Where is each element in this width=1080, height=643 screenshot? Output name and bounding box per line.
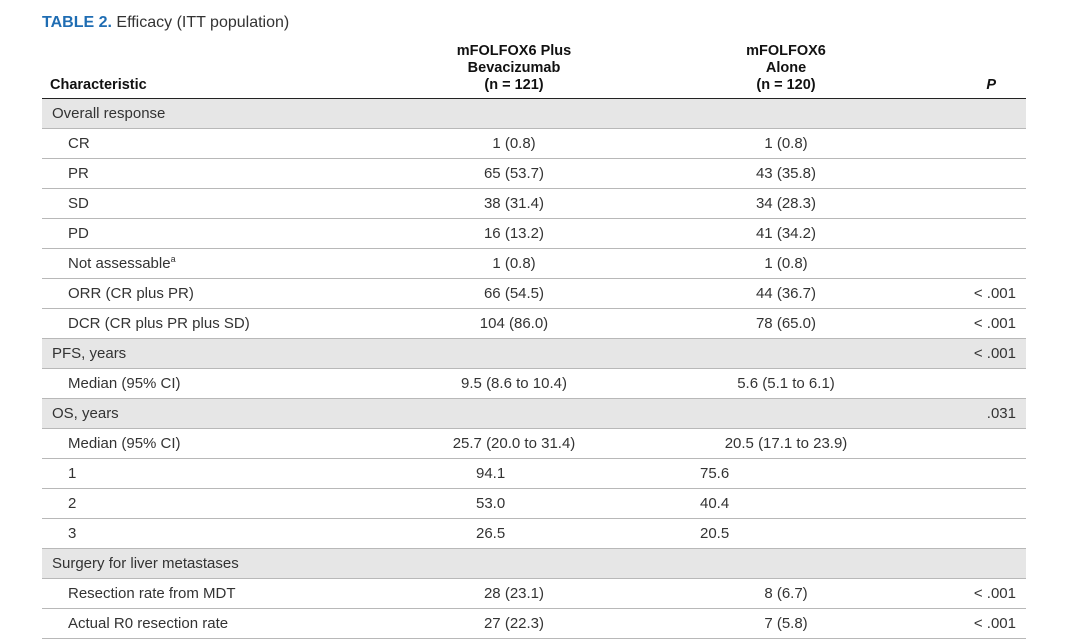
arm1-value xyxy=(380,339,648,369)
table-row xyxy=(42,369,1026,399)
arm2-value-text: 41 (34.2) xyxy=(755,225,817,242)
row-label xyxy=(42,189,380,219)
arm2-value-text: 1 (0.8) xyxy=(764,135,808,152)
row-label-text: Overall response xyxy=(52,105,166,122)
arm1-value xyxy=(380,159,648,189)
row-label xyxy=(42,279,380,309)
header-arm2-line2: Alone xyxy=(765,60,807,76)
row-label xyxy=(42,369,380,399)
arm2-value xyxy=(648,519,924,549)
row-label xyxy=(42,399,380,429)
header-arm1 xyxy=(380,38,648,99)
p-value xyxy=(924,519,1026,549)
row-label-text: 3 xyxy=(68,525,77,542)
p-value xyxy=(924,339,1026,369)
row-label-text: PFS, years xyxy=(52,345,127,362)
arm2-value-text: 8 (6.7) xyxy=(764,585,808,602)
arm1-value-text: 16 (13.2) xyxy=(483,225,545,242)
arm2-value xyxy=(648,189,924,219)
p-value xyxy=(924,549,1026,579)
table-header xyxy=(42,38,1026,99)
table-row xyxy=(42,489,1026,519)
arm1-value xyxy=(380,129,648,159)
row-label-text: 2 xyxy=(68,495,77,512)
header-arm1-line3: (n = 121) xyxy=(484,77,544,93)
p-value-text: < .001 xyxy=(973,315,1016,332)
row-label xyxy=(42,429,380,459)
p-value-text: < .001 xyxy=(973,615,1016,632)
row-label xyxy=(42,219,380,249)
header-arm1-line1: mFOLFOX6 Plus xyxy=(456,43,572,59)
arm2-value xyxy=(648,399,924,429)
arm1-value-text: 104 (86.0) xyxy=(479,315,549,332)
section-row xyxy=(42,339,1026,369)
header-arm2-line3: (n = 120) xyxy=(756,77,816,93)
p-value xyxy=(924,129,1026,159)
footnote-marker: a xyxy=(170,254,176,264)
arm2-value-text: 43 (35.8) xyxy=(755,165,817,182)
p-value xyxy=(924,249,1026,279)
table-caption xyxy=(42,13,289,33)
table-row xyxy=(42,159,1026,189)
arm1-value-text: 65 (53.7) xyxy=(483,165,545,182)
arm1-value xyxy=(380,189,648,219)
table-body xyxy=(42,99,1026,639)
table-row xyxy=(42,579,1026,609)
arm1-value-text: 38 (31.4) xyxy=(483,195,545,212)
header-arm1-line2: Bevacizumab xyxy=(467,60,561,76)
table-row xyxy=(42,279,1026,309)
p-value-text: .031 xyxy=(986,405,1016,422)
table-row xyxy=(42,129,1026,159)
arm1-value-text: 1 (0.8) xyxy=(492,135,536,152)
row-label-text: Resection rate from MDT xyxy=(68,585,236,602)
arm1-value-text: 53.0 xyxy=(476,495,506,512)
arm1-value xyxy=(380,399,648,429)
p-value xyxy=(924,279,1026,309)
arm1-value xyxy=(380,489,648,519)
arm2-value-text: 40.4 xyxy=(700,495,730,512)
arm2-value-text: 20.5 (17.1 to 23.9) xyxy=(724,435,848,452)
arm1-value xyxy=(380,309,648,339)
p-value-text: < .001 xyxy=(973,285,1016,302)
table-row xyxy=(42,609,1026,639)
arm1-value-text: 26.5 xyxy=(476,525,506,542)
efficacy-table xyxy=(42,38,1026,639)
arm2-value xyxy=(648,459,924,489)
arm2-value xyxy=(648,369,924,399)
arm2-value xyxy=(648,339,924,369)
arm2-value-text: 5.6 (5.1 to 6.1) xyxy=(737,375,835,392)
table-row xyxy=(42,519,1026,549)
arm1-value xyxy=(380,219,648,249)
table-row xyxy=(42,219,1026,249)
row-label xyxy=(42,159,380,189)
arm1-value-text: 27 (22.3) xyxy=(483,615,545,632)
arm1-value xyxy=(380,549,648,579)
arm2-value-text: 44 (36.7) xyxy=(755,285,817,302)
p-value xyxy=(924,399,1026,429)
section-row xyxy=(42,549,1026,579)
p-value xyxy=(924,159,1026,189)
arm1-value-text: 66 (54.5) xyxy=(483,285,545,302)
arm1-value-text: 94.1 xyxy=(476,465,506,482)
p-value-text: < .001 xyxy=(973,345,1016,362)
p-value-text: < .001 xyxy=(973,585,1016,602)
table-row xyxy=(42,459,1026,489)
row-label xyxy=(42,459,380,489)
arm2-value xyxy=(648,249,924,279)
table-row xyxy=(42,249,1026,279)
row-label xyxy=(42,129,380,159)
header-arm2 xyxy=(648,38,924,99)
arm2-value xyxy=(648,429,924,459)
header-row xyxy=(42,38,1026,99)
row-label xyxy=(42,549,380,579)
row-label-text: 1 xyxy=(68,465,77,482)
row-label xyxy=(42,489,380,519)
row-label-text: Not assessable xyxy=(68,255,171,272)
row-label-text: Median (95% CI) xyxy=(68,375,181,392)
row-label xyxy=(42,309,380,339)
row-label xyxy=(42,99,380,129)
row-label-text: PR xyxy=(68,165,89,182)
arm1-value-text: 28 (23.1) xyxy=(483,585,545,602)
arm1-value-text: 25.7 (20.0 to 31.4) xyxy=(452,435,576,452)
row-label xyxy=(42,339,380,369)
p-value xyxy=(924,309,1026,339)
arm2-value xyxy=(648,219,924,249)
arm2-value xyxy=(648,99,924,129)
row-label xyxy=(42,519,380,549)
p-value xyxy=(924,99,1026,129)
arm2-value xyxy=(648,159,924,189)
arm1-value xyxy=(380,579,648,609)
p-value xyxy=(924,369,1026,399)
table-row xyxy=(42,309,1026,339)
arm2-value xyxy=(648,579,924,609)
row-label-text: Actual R0 resection rate xyxy=(68,615,229,632)
section-row xyxy=(42,99,1026,129)
p-value xyxy=(924,609,1026,639)
header-characteristic: Characteristic xyxy=(42,38,380,99)
p-value xyxy=(924,189,1026,219)
arm1-value xyxy=(380,369,648,399)
row-label-text: PD xyxy=(68,225,89,242)
arm1-value xyxy=(380,609,648,639)
row-label-text: SD xyxy=(68,195,89,212)
row-label xyxy=(42,579,380,609)
arm2-value-text: 34 (28.3) xyxy=(755,195,817,212)
p-value xyxy=(924,489,1026,519)
p-value xyxy=(924,459,1026,489)
table-number: TABLE 2. xyxy=(42,14,112,31)
row-label-text: DCR (CR plus PR plus SD) xyxy=(68,315,250,332)
arm1-value xyxy=(380,429,648,459)
arm2-value xyxy=(648,489,924,519)
arm1-value xyxy=(380,249,648,279)
arm1-value-text: 9.5 (8.6 to 10.4) xyxy=(461,375,567,392)
row-label xyxy=(42,249,380,279)
arm2-value-text: 7 (5.8) xyxy=(764,615,808,632)
row-label-text: OS, years xyxy=(52,405,119,422)
arm2-value xyxy=(648,549,924,579)
arm2-value xyxy=(648,309,924,339)
arm1-value xyxy=(380,279,648,309)
arm2-value-text: 78 (65.0) xyxy=(755,315,817,332)
arm2-value xyxy=(648,279,924,309)
arm2-value-text: 20.5 xyxy=(700,525,730,542)
section-row xyxy=(42,399,1026,429)
arm1-value xyxy=(380,459,648,489)
arm2-value-text: 75.6 xyxy=(700,465,730,482)
arm1-value-text: 1 (0.8) xyxy=(492,255,536,272)
p-value xyxy=(924,579,1026,609)
table-row xyxy=(42,429,1026,459)
table-title: Efficacy (ITT population) xyxy=(116,14,290,31)
arm2-value xyxy=(648,129,924,159)
p-value xyxy=(924,219,1026,249)
row-label-text: Surgery for liver metastases xyxy=(52,555,239,572)
row-label xyxy=(42,609,380,639)
arm2-value xyxy=(648,609,924,639)
row-label-text: Median (95% CI) xyxy=(68,435,181,452)
header-p-value: P xyxy=(924,38,1026,99)
p-value xyxy=(924,429,1026,459)
row-label-text: ORR (CR plus PR) xyxy=(68,285,194,302)
arm1-value xyxy=(380,99,648,129)
arm1-value xyxy=(380,519,648,549)
row-label-text: CR xyxy=(68,135,90,152)
arm2-value-text: 1 (0.8) xyxy=(764,255,808,272)
table-row xyxy=(42,189,1026,219)
header-arm2-line1: mFOLFOX6 xyxy=(746,43,826,59)
